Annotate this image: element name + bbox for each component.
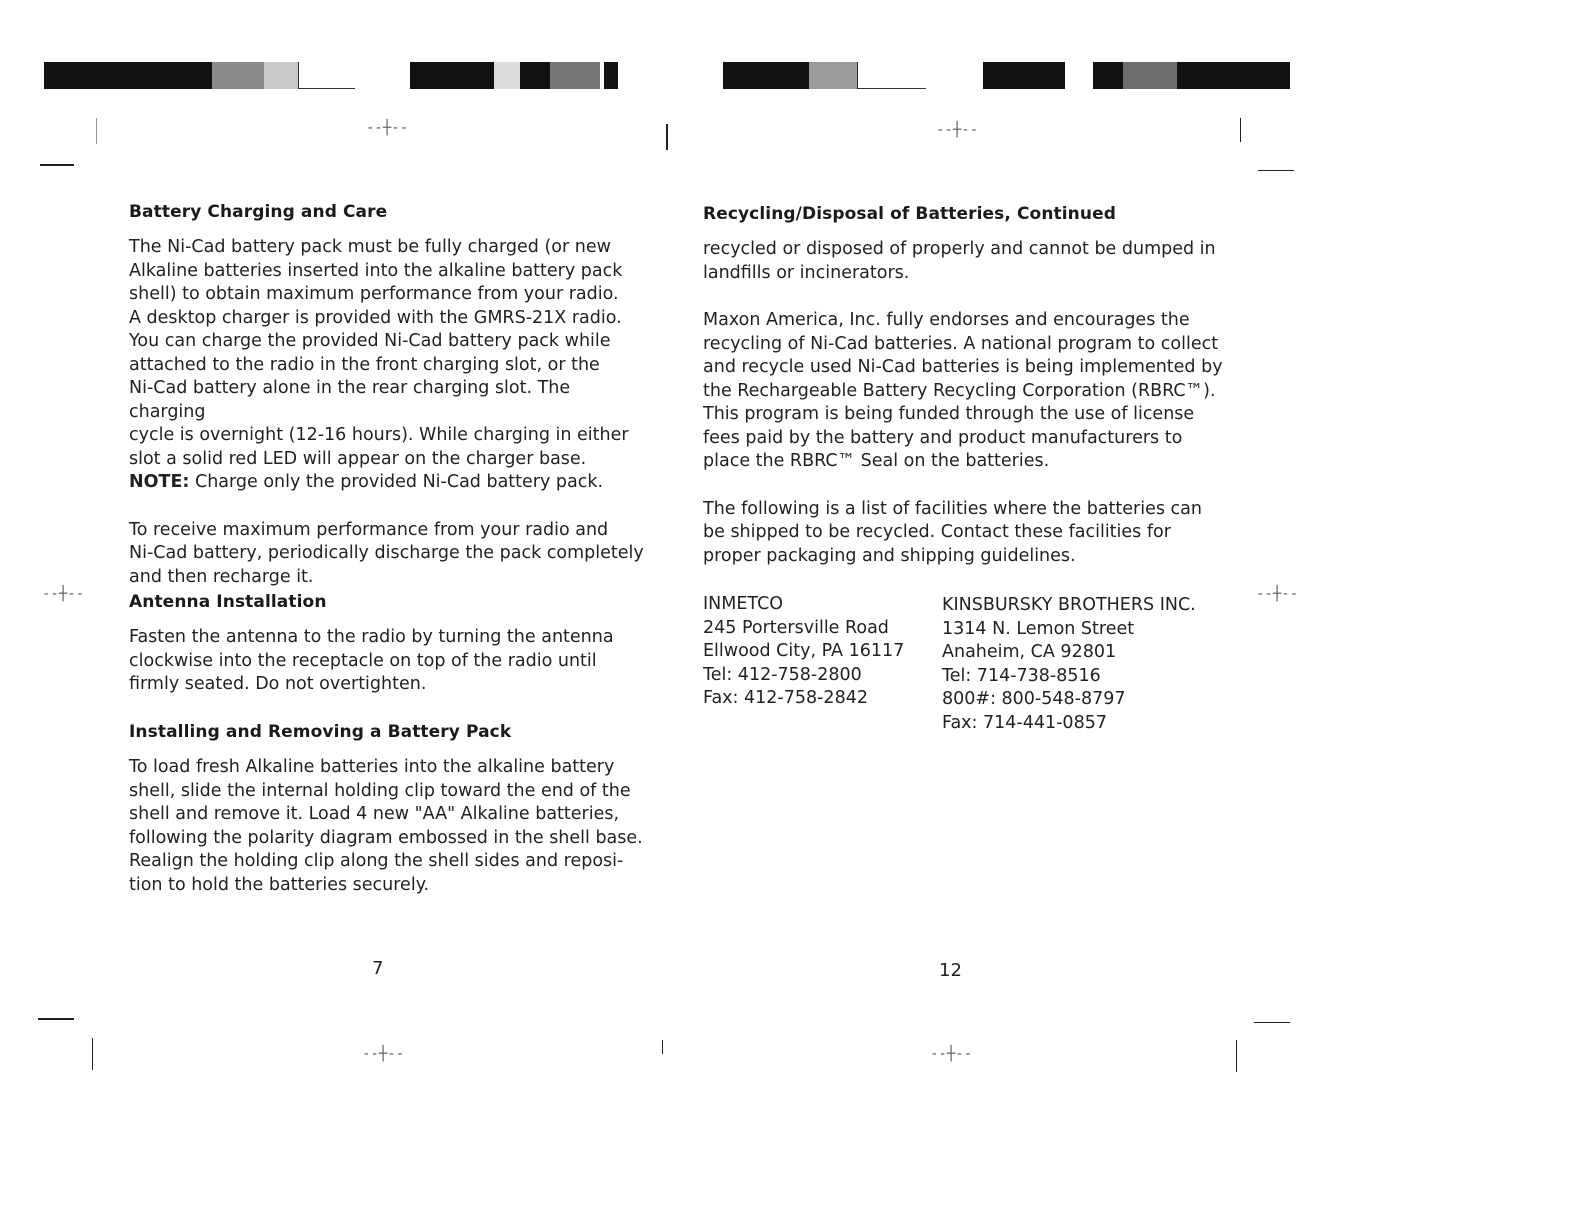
address-line: Fax: 412-758-2842 <box>703 688 868 708</box>
print-color-bar-left-1b <box>212 62 264 89</box>
page-number-right: 12 <box>939 960 962 981</box>
address-line: 800#: 800-548-8797 <box>942 689 1126 709</box>
crop-mark <box>1258 170 1294 171</box>
section-heading: Installing and Removing a Battery Pack <box>129 722 512 742</box>
crop-mark <box>96 118 97 144</box>
crop-mark <box>92 1038 93 1070</box>
crop-mark <box>38 1018 74 1020</box>
print-color-bar-right-1 <box>723 62 809 89</box>
print-color-bar-left-2c <box>520 62 550 89</box>
address-line: Ellwood City, PA 16117 <box>703 641 905 661</box>
paragraph-text: The Ni-Cad battery pack must be fully charged (or new Alkaline batteries inserted into the alkaline battery pack shell) to obtain maximum performance from your radio. A desktop charger is provided with the GMRS-21X radio. You can charge the provided Ni-Cad battery pack while attached to the radio in the front charging slot, or the Ni-Cad battery alone in the rear charging slot. The charging cycle is overnight (12-16 hours). While charging in either slot a solid red LED will appear on the charger base. <box>129 237 629 469</box>
print-color-bar-right-2b <box>1065 62 1093 89</box>
address-line: 245 Portersville Road <box>703 617 889 638</box>
page-number-left: 7 <box>372 958 384 979</box>
facility-address-kinsbursky <box>942 594 1196 735</box>
print-color-bar-left-2 <box>410 62 494 89</box>
paragraph <box>129 236 649 495</box>
facility-address-inmetco <box>703 593 904 711</box>
section-heading: Battery Charging and Care <box>129 202 388 222</box>
left-page-section-antenna <box>129 592 649 697</box>
print-color-bar-right-2 <box>983 62 1065 89</box>
registration-mark-icon: -‑┼‑- <box>930 1046 973 1062</box>
print-color-bar-right-2d <box>1123 62 1177 89</box>
print-color-bar-right-2c <box>1093 62 1123 89</box>
paragraph: recycled or disposed of properly and cannot be dumped in landfills or incinerators. <box>703 239 1216 283</box>
print-color-bar-left-1c <box>264 62 298 89</box>
print-color-bar-left-2d <box>550 62 600 89</box>
registration-mark-icon: -‑┼‑- <box>936 122 979 138</box>
paragraph: Fasten the antenna to the radio by turning the antenna clockwise into the receptacle on top of the radio until firmly seated. Do not overtighten. <box>129 627 614 694</box>
print-color-bar-right-1c <box>857 62 926 89</box>
print-color-bar-left-2b <box>494 62 520 89</box>
crop-mark <box>1236 1040 1237 1072</box>
section-heading: Antenna Installation <box>129 592 327 612</box>
note-label: NOTE: <box>129 472 190 492</box>
crop-mark <box>662 1040 663 1054</box>
registration-mark-icon: -‑┼‑- <box>1256 586 1299 602</box>
crop-mark <box>1254 1022 1290 1023</box>
paragraph: Maxon America, Inc. fully endorses and encourages the recycling of Ni-Cad batteries. A national program to collect and recycle used Ni-Cad batteries is being implemented by the Rechargeable Battery Recycling Corporation (RBRC™). This program is being funded through the use of license fees paid by the battery and product manufacturers to place the RBRC™ Seal on the batteries. <box>703 310 1223 471</box>
address-line: KINSBURSKY BROTHERS INC. <box>942 595 1196 615</box>
left-page-section-battery-charging <box>129 202 649 589</box>
address-line: Tel: 714-738-8516 <box>942 665 1101 686</box>
address-line: Tel: 412-758-2800 <box>703 664 862 685</box>
crop-mark <box>1240 118 1241 142</box>
address-line: INMETCO <box>703 594 784 614</box>
registration-mark-icon: -‑┼‑- <box>366 120 409 136</box>
address-line: 1314 N. Lemon Street <box>942 618 1135 639</box>
registration-mark-icon: -‑┼‑- <box>42 586 85 602</box>
note-text: Charge only the provided Ni-Cad battery pack. <box>189 472 604 492</box>
print-color-bar-left-2e <box>604 62 618 89</box>
print-color-bar-right-2e <box>1177 62 1290 89</box>
section-heading: Recycling/Disposal of Batteries, Continued <box>703 204 1116 224</box>
crop-mark <box>666 124 668 150</box>
address-line: Anaheim, CA 92801 <box>942 642 1117 662</box>
print-color-bar-right-1b <box>809 62 857 89</box>
print-color-bar-left-1d <box>298 62 355 89</box>
registration-mark-icon: -‑┼‑- <box>362 1046 405 1062</box>
print-color-bar-left-1 <box>44 62 212 89</box>
crop-mark <box>40 164 74 166</box>
paragraph: The following is a list of facilities where the batteries can be shipped to be recycled. Contact these facilities for proper packaging and shipping guidelines. <box>703 498 1202 566</box>
paragraph: To load fresh Alkaline batteries into the alkaline battery shell, slide the internal holding clip toward the end of the shell and remove it. Load 4 new "AA" Alkaline batteries, following the polarity diagram embossed in the shell base. Realign the holding clip along the shell sides and reposi- tion to hold the batteries securely. <box>129 757 643 895</box>
paragraph: To receive maximum performance from your radio and Ni-Cad battery, periodically discharge the pack completely and then recharge it. <box>129 519 644 587</box>
right-page-section-recycling <box>703 204 1233 568</box>
left-page-section-battery-pack <box>129 722 649 897</box>
address-line: Fax: 714-441-0857 <box>942 712 1107 733</box>
